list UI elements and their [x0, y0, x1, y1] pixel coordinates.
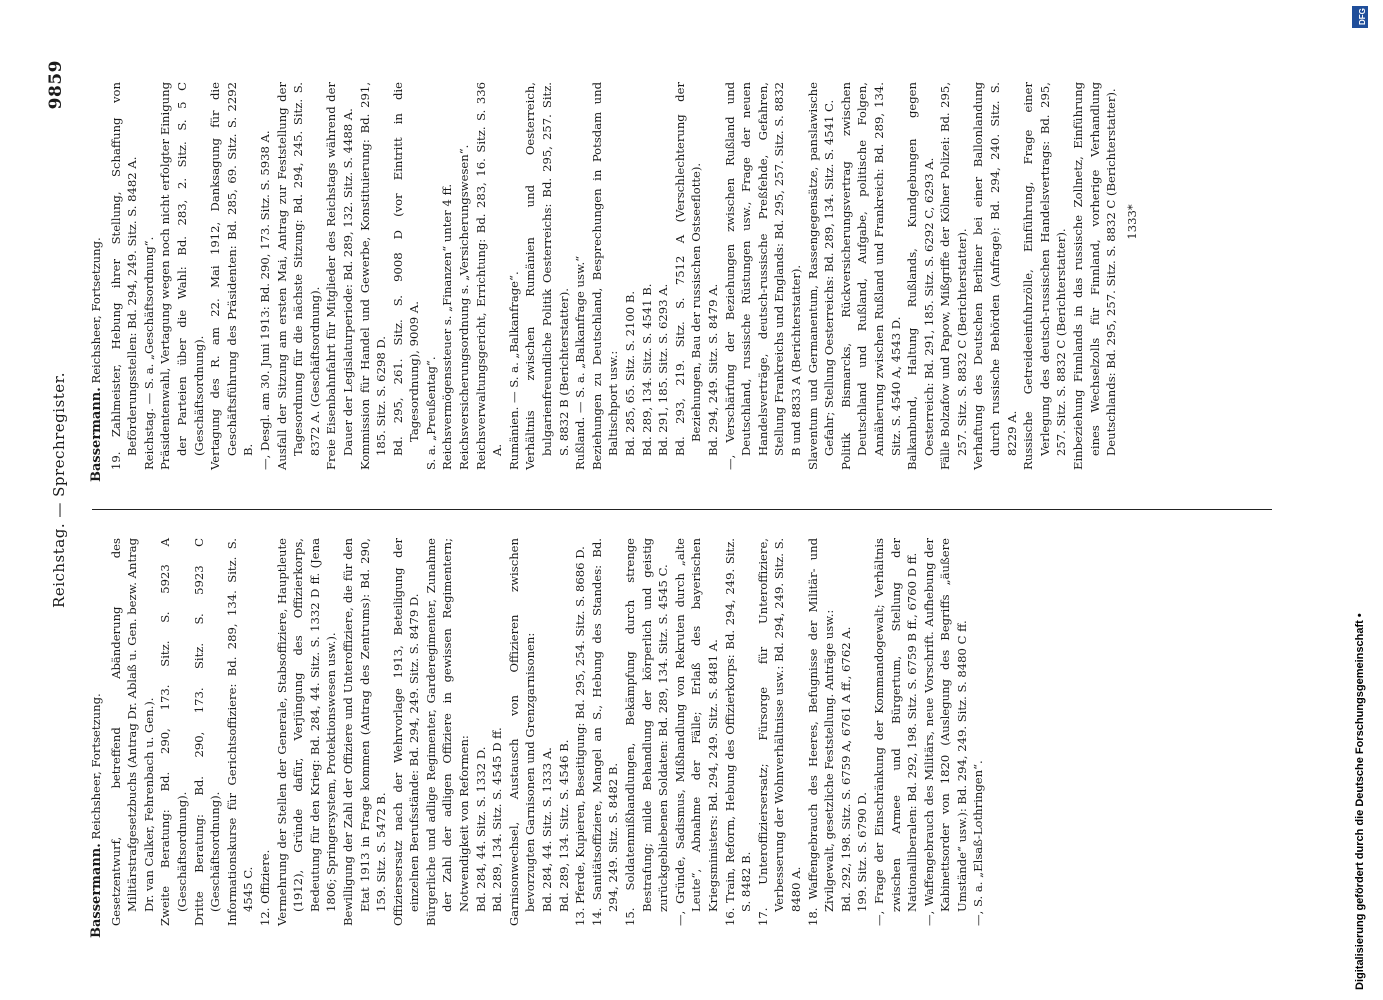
register-entry: Bd. 291, 185. Sitz. S. 6293 A. [656, 283, 671, 456]
register-entry: —, Waffengebrauch des Militärs, neue Vorschrift. Aufhebung der Kabinettsorder von 1820 (Auslegung des Begriffs „äußere Umstände“ usw.): Bd. 294, 249. Sitz. S. 8480 C ff. [921, 538, 969, 926]
register-entry: Garnisonwechsel, Austausch von Offizieren zwischen bevorzugten Garnisonen und Grenzgarnisonen: [506, 538, 538, 926]
register-entry: Reichstag. — S. a. „Geschäftsordnung“. [141, 236, 156, 470]
register-entry: —, Gründe, Sadismus, Mißhandlung von Rekruten durch „alte Leute“, Abnahme der Fälle; Erlaß des bayerischen Kriegsministers: Bd. 294, 249. Sitz. S. 8481 A. [672, 538, 720, 926]
register-entry: —, Frage der Einschränkung der Kommandogewalt; Verhältnis zwischen Armee und Bürgertum, Stellung der Nationalliberalen: Bd. 292, 198. Sitz. S. 6759 B ff., 6760 D ff. [871, 538, 920, 926]
register-entry: Freie Eisenbahnfahrt für Mitglieder des Reichstags während der Dauer der Legislaturperiode: Bd. 289, 132. Sitz. S. 4488 A. [324, 82, 355, 470]
register-entry: 13. Pferde, Kupieren, Beseitigung: Bd. 295, 254. Sitz. S. 8686 D. [573, 546, 588, 926]
register-entry: Beziehungen zu Deutschland, Besprechungen in Potsdam und Baltischport usw.: [589, 82, 621, 470]
credit-text: Digitalisierung gefördert durch die Deutsche Forschungsgemeinschaft • [1354, 613, 1366, 990]
register-entry: Vermehrung der Stellen der Generale, Stabsoffiziere, Hauptleute (1912), Gründe dafür, Verjüngung des Offizierkorps, Bedeutung für den Krieg: Bd. 284, 44. Sitz. S. 1332 D ff. (Jena 1806; Springersystem, Protektionswesen usw.). [274, 538, 339, 926]
register-entry: Balkanbund, Haltung Rußlands, Kundgebungen gegen Oesterreich: Bd. 291, 185. Sitz. S. 6292 C, 6293 A. [905, 82, 936, 470]
register-entry: Bürgerliche und adlige Regimenter, Garderegimenter, Zunahme der Zahl der adligen Offiziere in gewissen Regimentern; Notwendigkeit von Reformen: [423, 538, 472, 926]
register-entry: Reichsversicherungsordnung s. „Versicherungswesen“. [457, 144, 472, 470]
register-entry: Bd. 292, 198. Sitz. S. 6759 A, 6761 A ff., 6762 A. [838, 626, 853, 912]
footer-signature: 1333* [1124, 204, 1139, 240]
register-entry: 18. Waffengebrauch des Heeres, Befugnisse der Militär- und Zivilgewalt, gesetzliche Feststellung. Anträge usw.: [805, 538, 837, 926]
register-entry: Präsidentenwahl, Vertagung wegen noch nicht erfolgter Einigung der Parteien über die Wahl: Bd. 283, 2. Sitz. S. 5 C (Geschäftsordnung). [158, 82, 206, 470]
register-entry: 19. Zahlmeister, Hebung ihrer Stellung, Schaffung von Beförderungsstellen: Bd. 294, 249. Sitz. S. 8482 A. [108, 82, 140, 470]
right-entries [108, 82, 1120, 482]
register-entry: Informationskurse für Gerichtsoffiziere: Bd. 289, 134. Sitz. S. 4545 C. [224, 538, 256, 926]
register-entry: Bewilligung der Zahl der Offiziere und Unteroffiziere, die für den Etat 1913 in Frage kommen (Antrag des Zentrums): Bd. 290, 159. Sitz. S. 5472 B. [340, 538, 389, 926]
left-runner-rest: Reichsheer, Fortsetzung. [89, 693, 103, 840]
register-entry: Einbeziehung Finnlands in das russische Zollnetz, Einführung eines Wechselzolls für Finnland, vorherige Verhandlung Deutschlands: Bd. 295, 257. Sitz. S. 8832 C (Berichterstatter). [1071, 82, 1119, 470]
left-column [88, 538, 987, 938]
left-runner-name: Bassermann. [89, 843, 104, 938]
register-entry: Dritte Beratung: Bd. 290, 173. Sitz. S. 5923 C (Geschäftsordnung). [191, 538, 223, 926]
register-entry: Reichsvermögenssteuer s. „Finanzen“ unter 4 ff. [440, 183, 455, 470]
register-entry: —, Verschärfung der Beziehungen zwischen Rußland und Deutschland, russische Rüstungen usw., Frage der neuen Handelsverträge, deutsch-russische Preßfehde, Gefahren, Stellung Frankreichs und Englands: Bd. 295, 257. Sitz. S. 8832 B und 8833 A (Berichterstatter). [722, 82, 803, 470]
dfg-logo: DFG [1352, 6, 1368, 28]
page-number: 9859 [46, 60, 66, 110]
page-header [40, 60, 80, 920]
register-entry: Vertagung des R. am 22. Mai 1912, Danksagung für die Geschäftsführung des Präsidenten: Bd. 285, 69. Sitz. S. 2292 B. [208, 82, 256, 470]
register-entry: Bd. 289, 134. Sitz. S. 4541 B. [639, 283, 654, 456]
register-entry: Bd. 295, 261. Sitz. S. 9008 D (vor Eintritt in die Tagesordnung), 9009 A. [390, 82, 422, 456]
right-runner-rest: Reichsheer, Fortsetzung. [89, 237, 103, 384]
register-entry: Reichsverwaltungsgericht, Errichtung: Bd. 283, 16. Sitz. S. 336 A. [473, 82, 505, 470]
register-entry: —, S. a. „Elsaß-Lothringen“. [971, 760, 986, 926]
register-entry: Rußland. — S. a. „Balkanfrage usw.“ [573, 255, 588, 470]
register-entry: Bd. 289, 134. Sitz. S. 4546 B. [556, 739, 571, 912]
register-entry: Bd. 294, 249. Sitz. S. 8479 A. [705, 283, 720, 456]
register-entry: Zweite Beratung: Bd. 290, 173. Sitz. S. 5923 A (Geschäftsordnung). [158, 538, 189, 926]
right-column [88, 82, 1140, 482]
register-entry: Offiziersersatz nach der Wehrvorlage 1913, Beteiligung der einzelnen Berufsstände: Bd. 294, 249. Sitz. S. 8479 D. [390, 538, 422, 926]
register-entry: Bd. 284, 44. Sitz. S. 1333 A. [540, 747, 555, 912]
register-entry: 17. Unteroffiziersersatz; Fürsorge für Unteroffiziere, Verbesserung der Wohnverhältnisse usw.: Bd. 294, 249. Sitz. S. 8480 A. [755, 538, 803, 926]
register-entry: Bd. 289, 134. Sitz. S. 4545 D ff. [490, 727, 505, 912]
column-divider [92, 509, 1272, 510]
register-entry: Verhältnis zwischen Rumänien und Oesterreich, bulgarienfreundliche Politik Oesterreichs: Bd. 295, 257. Sitz. S. 8832 B (Berichterstatter). [523, 82, 571, 470]
rotated-page [40, 40, 1340, 960]
register-entry: 12. Offiziere. [257, 849, 272, 926]
left-entries [108, 538, 987, 938]
register-entry: Verhaftung des Deutschen Berliner bei einer Ballonlandung durch russische Behörden (Anfrage): Bd. 294, 240. Sitz. S. 8229 A. [971, 82, 1019, 470]
register-entry: Slaventum und Germanentum, Rassengegensätze, panslawische Gefahr; Stellung Oesterreichs: Bd. 289, 134. Sitz. S. 4541 C. [805, 82, 837, 470]
register-entry: Russische Getreideeinfuhrzölle, Einführung, Frage einer Verlegung des deutsch-russischen Handelsvertrags: Bd. 295, 257. Sitz. S. 8832 C (Berichterstatter). [1021, 82, 1069, 470]
header-title: Reichstag. — Sprechregister. [50, 372, 68, 608]
register-entry: Politik Bismarcks, Rückversicherungsvertrag zwischen Deutschland und Rußland, Aufgabe, politische Folgen, Annäherung zwischen Rußland und Frankreich: Bd. 289, 134. Sitz. S. 4540 A, 4543 D. [838, 82, 903, 470]
register-entry: 16. Train, Reform, Hebung des Offizierkorps: Bd. 294, 249. Sitz. S. 8482 B. [722, 538, 754, 926]
register-entry: Fälle Bolzafow und Papow, Mißgriffe der Kölner Polizei: Bd. 295, 257. Sitz. S. 8832 C (Berichterstatter). [938, 82, 969, 470]
register-entry: Bd. 285, 65. Sitz. S. 2100 B. [623, 290, 637, 456]
register-entry: Gesetzentwurf, betreffend Abänderung des Militärstrafgesetzbuchs (Antrag Dr. Ablaß u. Gen. bezw. Antrag Dr. van Calker, Fehrenbach u. Gen.). [108, 538, 156, 926]
register-entry: 199. Sitz. S. 6790 D. [855, 792, 870, 912]
register-entry: —, Desgl. am 30. Juni 1913: Bd. 290, 173. Sitz. S. 5938 A. [257, 130, 272, 470]
register-entry: Bd. 284, 44. Sitz. S. 1332 D. [473, 746, 488, 912]
register-entry: Rumänien. — S. a. „Balkanfrage“. [506, 271, 521, 470]
left-runner [88, 538, 106, 938]
right-runner-name: Bassermann. [89, 387, 104, 482]
right-runner [88, 82, 106, 482]
register-entry: 15. Soldatenmißhandlungen, Bekämpfung durch strenge Bestrafung; milde Behandlung der körperlich und geistig zurückgebliebenen Soldaten: Bd. 289, 134. Sitz. S. 4545 C. [623, 538, 671, 926]
digitization-credit [1336, 0, 1383, 1000]
register-entry: Ausfall der Sitzung am ersten Mai, Antrag zur Feststellung der Tagesordnung für die nächste Sitzung: Bd. 294, 245. Sitz. S. 8372 A. (Geschäftsordnung). [274, 82, 322, 470]
register-entry: Bd. 293, 219. Sitz. S. 7512 A (Verschlechterung der Beziehungen, Bau der russischen Ostseeflotte). [672, 82, 704, 456]
register-entry: S. a. „Preußentag“. [423, 356, 438, 470]
register-entry: 14. Sanitätsoffiziere, Mangel an S., Hebung des Standes: Bd. 294, 249. Sitz. S. 8482 B. [589, 538, 621, 926]
register-entry: Kommission für Handel und Gewerbe, Konstituierung: Bd. 291, 185. Sitz. S. 6298 D. [357, 82, 389, 470]
